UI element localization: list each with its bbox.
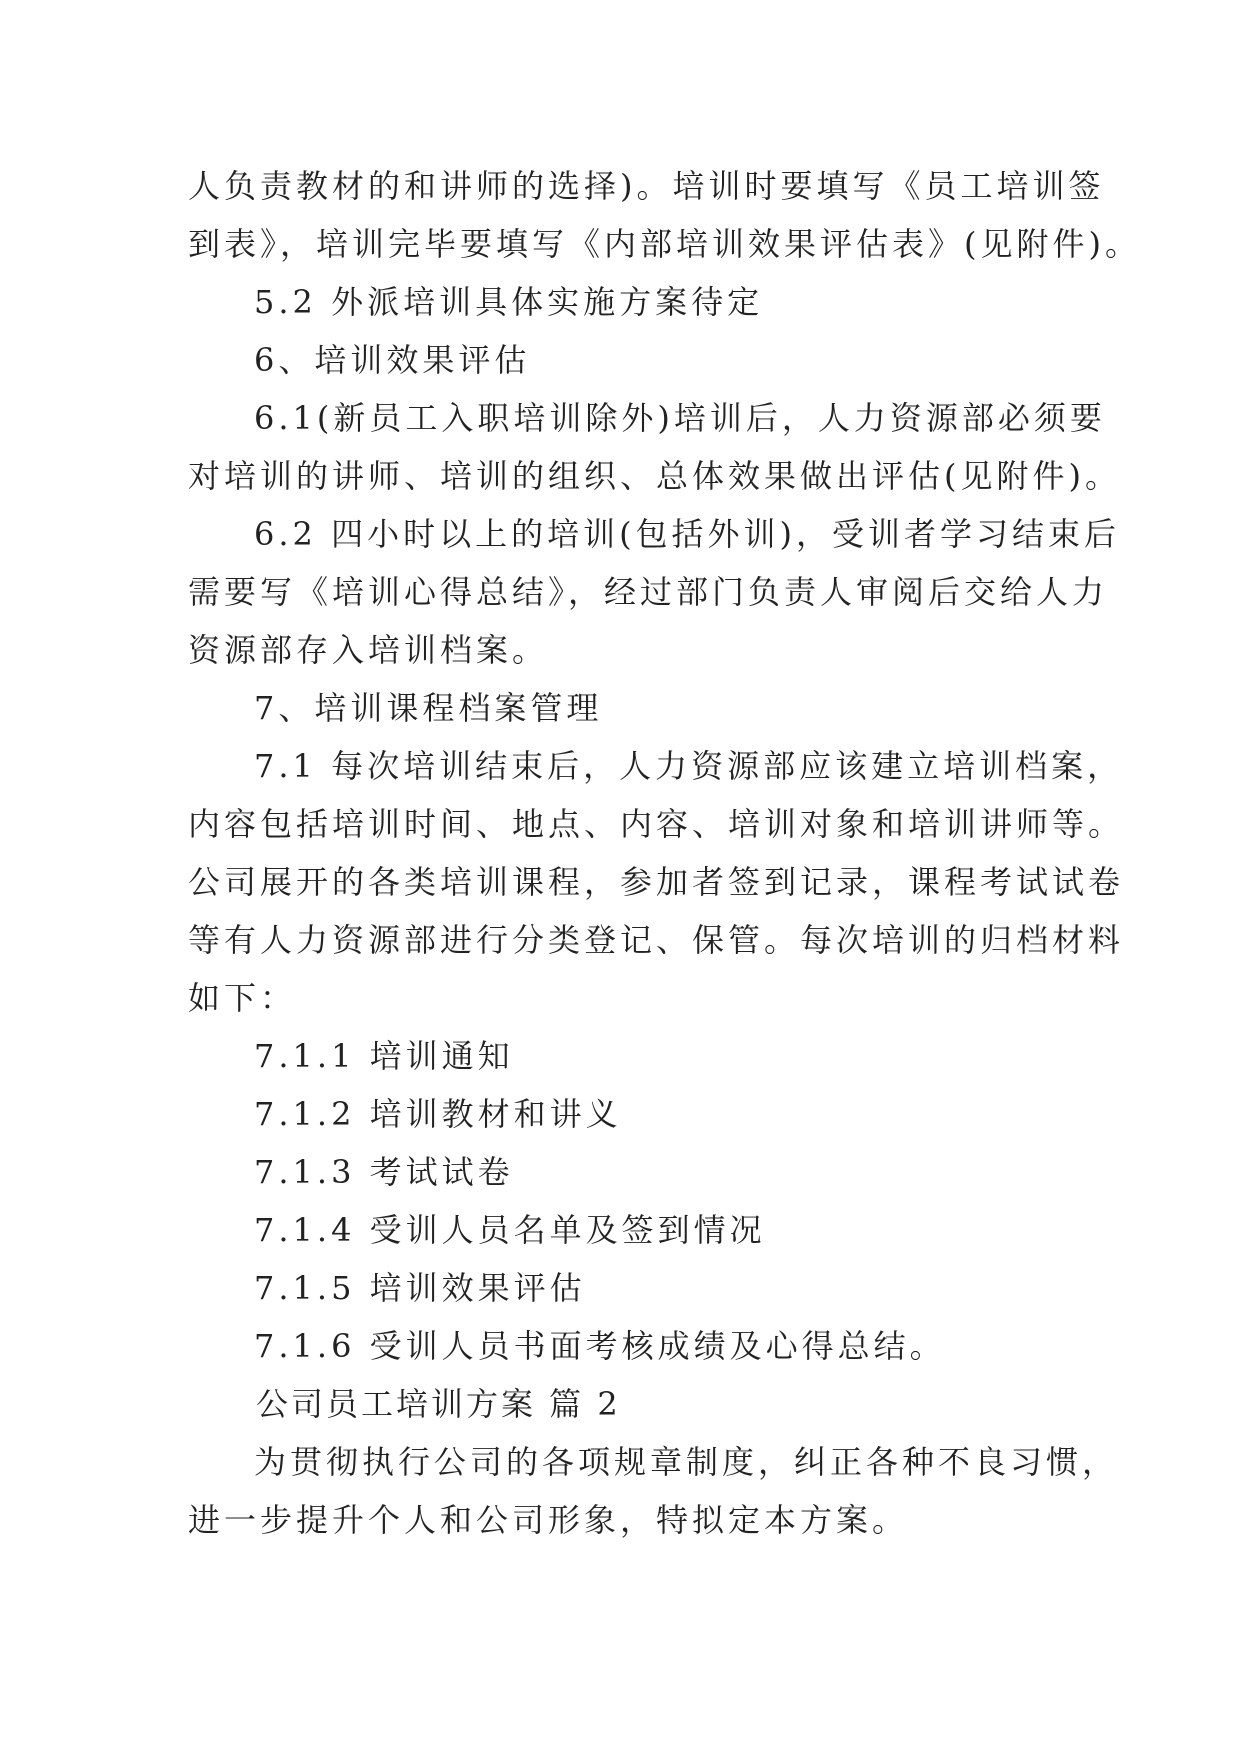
- text-line: 到表》，培训完毕要填写《内部培训效果评估表》(见附件)。: [188, 225, 1141, 263]
- section-heading: 5.2 外派培训具体实施方案待定: [254, 283, 764, 321]
- section-heading: 7、培训课程档案管理: [254, 689, 603, 727]
- list-item: 7.1.1 培训通知: [254, 1037, 514, 1075]
- list-item: 7.1.4 受训人员名单及签到情况: [254, 1211, 766, 1249]
- list-item: 7.1.5 培训效果评估: [254, 1269, 586, 1307]
- text-line: 资源部存入培训档案。: [188, 631, 549, 669]
- text-line: 等有人力资源部进行分类登记、保管。每次培训的归档材料: [188, 921, 1125, 959]
- document-subtitle: 公司员工培训方案 篇 2: [256, 1385, 621, 1423]
- text-line: 7.1 每次培训结束后，人力资源部应该建立培训档案，: [254, 747, 1124, 785]
- text-line: 进一步提升个人和公司形象，特拟定本方案。: [188, 1501, 909, 1539]
- text-line: 为贯彻执行公司的各项规章制度，纠正各种不良习惯，: [254, 1443, 1119, 1481]
- text-line: 6.1(新员工入职培训除外)培训后，人力资源部必须要: [254, 399, 1106, 437]
- text-line: 需要写《培训心得总结》，经过部门负责人审阅后交给人力: [188, 573, 1109, 611]
- text-line: 6.2 四小时以上的培训(包括外训)，受训者学习结束后: [254, 515, 1121, 553]
- list-item: 7.1.3 考试试卷: [254, 1153, 514, 1191]
- text-line: 如下：: [188, 979, 297, 1017]
- text-line: 公司展开的各类培训课程，参加者签到记录，课程考试试卷: [188, 863, 1125, 901]
- list-item: 7.1.6 受训人员书面考核成绩及心得总结。: [254, 1327, 946, 1365]
- text-line: 对培训的讲师、培训的组织、总体效果做出评估(见附件)。: [188, 457, 1121, 495]
- section-heading: 6、培训效果评估: [254, 341, 531, 379]
- text-line: 人负责教材的和讲师的选择)。培训时要填写《员工培训签: [188, 167, 1105, 205]
- list-item: 7.1.2 培训教材和讲义: [254, 1095, 622, 1133]
- text-line: 内容包括培训时间、地点、内容、培训对象和培训讲师等。: [188, 805, 1125, 843]
